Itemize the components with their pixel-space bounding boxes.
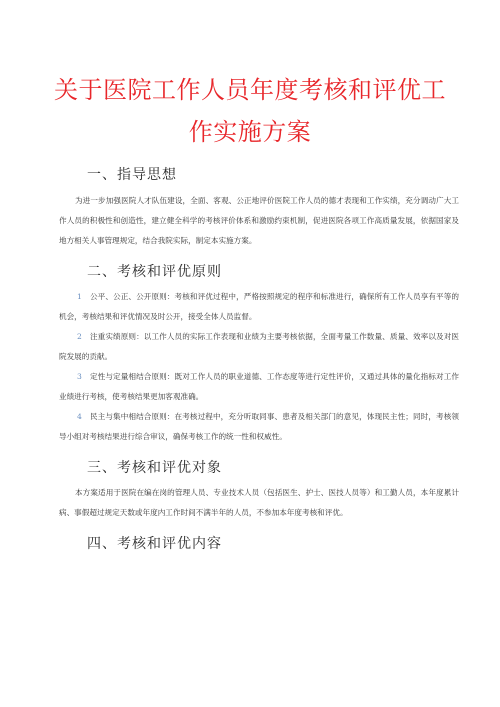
- principle-text: 注重实绩原则：以工作人员的实际工作表现和业绩为主要考核依据，全面考量工作数量、质量、效率以及对医院发展的贡献。: [59, 332, 459, 361]
- principle-number: 4: [77, 412, 82, 421]
- document-title-line-2: 作实施方案: [188, 118, 312, 146]
- principle-text: 公平、公正、公开原则：考核和评优过程中，严格按照规定的程序和标准进行，确保所有工作人员享有平等的机会，考核结果和评优情况及时公开，接受全体人员监督。: [59, 292, 459, 321]
- principle-item-2: [59, 327, 459, 367]
- principle-item-3: [59, 367, 459, 407]
- section-paragraph-guiding-thought: 为进一步加强医院人才队伍建设，全面、客观、公正地评价医院工作人员的德才表现和工作实绩，充分调动广大工作人员的积极性和创造性，建立健全科学的考核评价体系和激励约束机制，促进医院各项工作高质量发展，依据国家及地方相关人事管理规定，结合我院实际，制定本实施方案。: [59, 196, 459, 245]
- principle-number: 2: [77, 332, 82, 341]
- section-heading-content: 四、考核和评优内容: [87, 536, 222, 552]
- section-heading-targets: 三、考核和评优对象: [87, 460, 222, 476]
- principle-item-1: [59, 287, 459, 327]
- section-paragraph-targets: 本方案适用于医院在编在岗的管理人员、专业技术人员（包括医生、护士、医技人员等）和工勤人员，本年度累计病、事假超过规定天数或年度内工作时间不满半年的人员，不参加本年度考核和评优。: [59, 488, 459, 517]
- document-title-line-1: 关于医院工作人员年度考核和评优工: [54, 76, 446, 104]
- principle-text: 定性与定量相结合原则：既对工作人员的职业道德、工作态度等进行定性评价，又通过具体的量化指标对工作业绩进行考核，使考核结果更加客观准确。: [59, 372, 459, 401]
- section-heading-principles: 二、考核和评优原则: [87, 264, 222, 280]
- principle-item-4: [59, 407, 459, 447]
- section-heading-guiding-thought: 一、指导思想: [87, 167, 177, 183]
- principle-text: 民主与集中相结合原则：在考核过程中，充分听取同事、患者及相关部门的意见，体现民主性；同时，考核领导小组对考核结果进行综合审议，确保考核工作的统一性和权威性。: [59, 412, 459, 441]
- principle-number: 1: [77, 292, 82, 301]
- principle-number: 3: [77, 372, 82, 381]
